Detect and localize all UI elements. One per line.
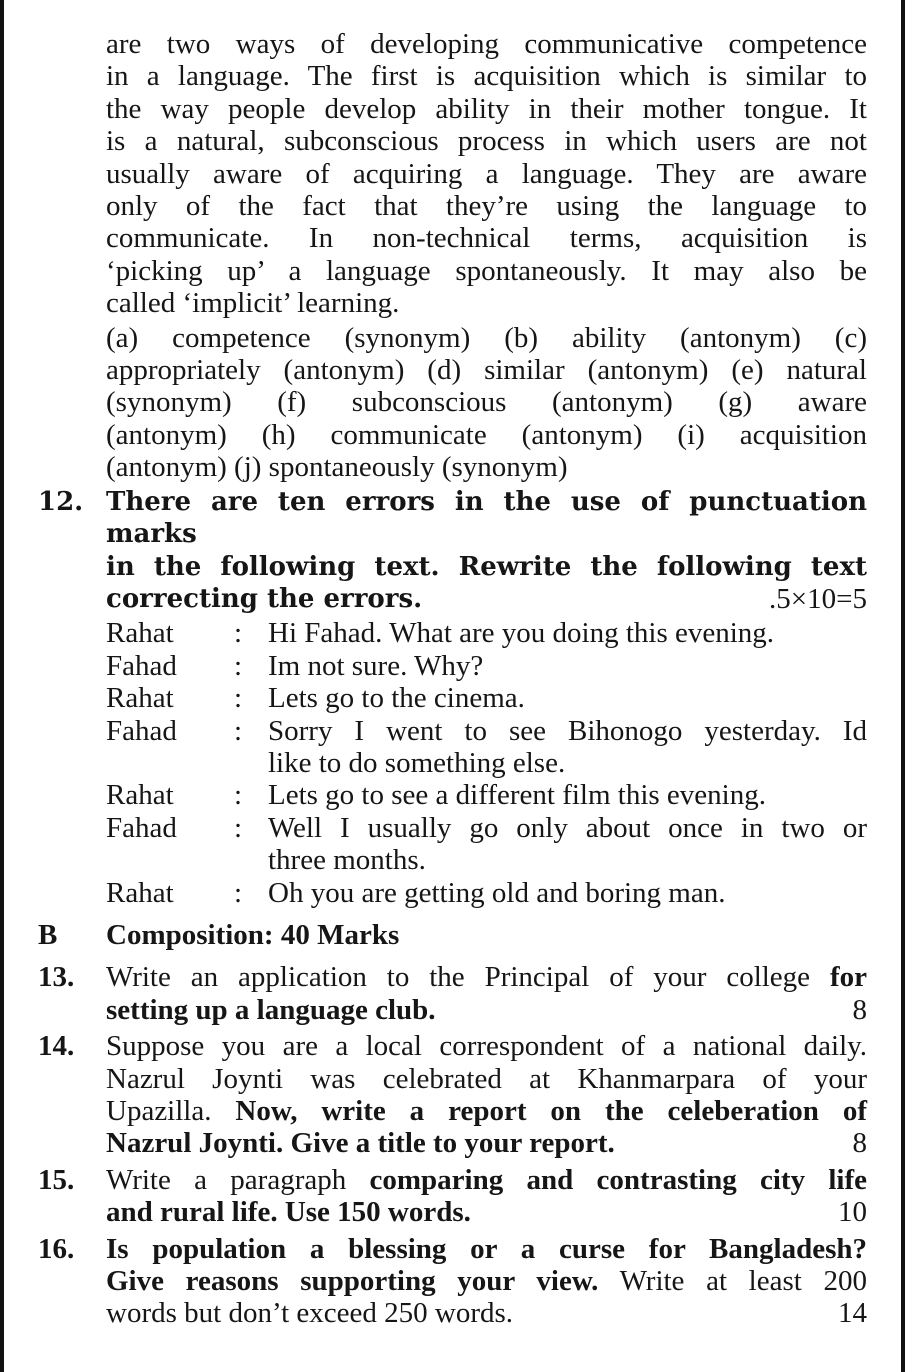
dialogue-line: like to do something else. [268, 746, 566, 779]
dialogue-row [106, 682, 867, 714]
dialogue-row [106, 812, 867, 877]
question-line-bold: Now, write a report on the celeberation of [235, 1095, 867, 1127]
question-line: Suppose you are a local correspondent of a national daily. [106, 1030, 867, 1063]
options-line: appropriately (antonym) (d) similar (antonym) (e) natural [106, 354, 867, 387]
question-14 [4, 1030, 901, 1160]
options-line: (a) competence (synonym) (b) ability (antonym) (c) [106, 321, 867, 354]
question-line [106, 1164, 867, 1196]
question-text [106, 1233, 867, 1330]
section-heading [4, 919, 901, 951]
marks-label: 8 [852, 1127, 867, 1160]
speaker-colon: : [234, 714, 243, 747]
speaker-name: Rahat [106, 682, 174, 715]
question-line-bold: comparing and contrasting city life [369, 1163, 868, 1196]
speaker-name: Rahat [106, 779, 174, 812]
question-line-normal: words but don’t exceed 250 words. [106, 1297, 514, 1330]
dialogue-row [106, 715, 867, 780]
question-line-with-marks [106, 994, 867, 1026]
question-number: 13. [38, 961, 75, 994]
dialogue-line: Sorry I went to see Bihonogo yesterday. Id [268, 714, 867, 747]
dialogue-line: Well I usually go only about once in two or [268, 811, 867, 844]
speaker-name: Fahad [106, 714, 177, 747]
question-line-with-marks [106, 1297, 867, 1329]
question-line-with-marks [106, 1127, 867, 1159]
options-line: (antonym) (h) communicate (antonym) (i) acquisition [106, 418, 867, 451]
question-number: 12. [38, 486, 84, 517]
question-line: correcting the errors. [106, 583, 423, 614]
page-content [4, 28, 901, 1330]
passage-line: the way people develop ability in their mother tongue. It [106, 92, 867, 125]
question-text [106, 1030, 867, 1160]
marks-label: 8 [852, 993, 867, 1026]
question-line-with-marks [106, 583, 867, 615]
question-text [106, 961, 867, 1026]
question-text [106, 1164, 867, 1229]
question-line [106, 961, 867, 993]
question-12 [4, 486, 901, 616]
passage-text [106, 28, 867, 320]
question-line-normal: Write at least 200 [598, 1265, 867, 1298]
passage-line: in a language. The first is acquisition which is similar to [106, 60, 867, 93]
speaker-colon: : [234, 682, 243, 715]
passage-line: called ‘implicit’ learning. [106, 287, 400, 320]
question-line: Nazrul Joynti was celebrated at Khanmarpara of your [106, 1062, 867, 1095]
question-line-bold: Give reasons supporting your view. [106, 1265, 599, 1298]
speaker-name: Fahad [106, 811, 177, 844]
marks-label: 10 [838, 1196, 867, 1229]
question-15 [4, 1164, 901, 1229]
question-line [106, 1095, 867, 1127]
question-13 [4, 961, 901, 1026]
dialogue [106, 617, 867, 909]
dialogue-text [268, 715, 867, 780]
question-line-bold: and rural life. Use 150 words. [106, 1196, 471, 1229]
passage-line: ‘picking up’ a language spontaneously. It may also be [106, 254, 867, 287]
dialogue-text [268, 812, 867, 877]
passage-line: communicate. In non-technical terms, acquisition is [106, 222, 867, 255]
question-line-bold: Nazrul Joynti. Give a title to your report. [106, 1127, 615, 1160]
options-line: (antonym) (j) spontaneously (synonym) [106, 451, 568, 484]
marks-label: 14 [838, 1297, 867, 1330]
marks-label: .5×10=5 [769, 582, 867, 615]
speaker-colon: : [234, 649, 243, 682]
speaker-colon: : [234, 617, 243, 650]
question-line-normal: Write an application to the Principal of your college [106, 961, 830, 994]
dialogue-line: three months. [268, 844, 426, 877]
dialogue-row [106, 779, 867, 811]
question-line [106, 1265, 867, 1297]
question-line-with-marks [106, 1196, 867, 1228]
dialogue-text: Im not sure. Why? [268, 649, 484, 682]
question-16 [4, 1233, 901, 1330]
options-line: (synonym) (f) subconscious (antonym) (g) aware [106, 386, 867, 419]
dialogue-row [106, 650, 867, 682]
question-number: 15. [38, 1163, 75, 1196]
question-line-bold: setting up a language club. [106, 993, 436, 1026]
speaker-colon: : [234, 811, 243, 844]
question-number: 16. [38, 1232, 75, 1265]
dialogue-text: Lets go to the cinema. [268, 682, 525, 715]
speaker-name: Fahad [106, 649, 177, 682]
question-line-normal: Write a paragraph [106, 1163, 370, 1196]
word-options [106, 322, 867, 484]
question-line-normal: Upazilla. [106, 1095, 236, 1127]
speaker-colon: : [234, 876, 243, 909]
section-letter: B [38, 918, 58, 951]
speaker-name: Rahat [106, 876, 174, 909]
question-line: There are ten errors in the use of punctuation marks [106, 486, 867, 550]
dialogue-row [106, 617, 867, 649]
section-title: Composition: 40 Marks [106, 918, 400, 951]
question-number: 14. [38, 1030, 75, 1063]
passage-line: usually aware of acquiring a language. They are aware [106, 157, 867, 190]
dialogue-text: Lets go to see a different film this evening. [268, 779, 766, 812]
passage-line: are two ways of developing communicative competence [106, 28, 867, 60]
question-line-bold: for [829, 961, 867, 994]
dialogue-row [106, 877, 867, 909]
speaker-colon: : [234, 779, 243, 812]
speaker-name: Rahat [106, 617, 174, 650]
dialogue-text: Hi Fahad. What are you doing this evening. [268, 617, 775, 650]
question-text [106, 486, 867, 616]
question-line-bold: Is population a blessing or a curse for Bangladesh? [106, 1232, 867, 1265]
question-line: in the following text. Rewrite the following text [106, 551, 867, 582]
dialogue-text: Oh you are getting old and boring man. [268, 876, 726, 909]
passage-line: only of the fact that they’re using the language to [106, 190, 867, 223]
passage-line: is a natural, subconscious process in which users are not [106, 125, 867, 158]
